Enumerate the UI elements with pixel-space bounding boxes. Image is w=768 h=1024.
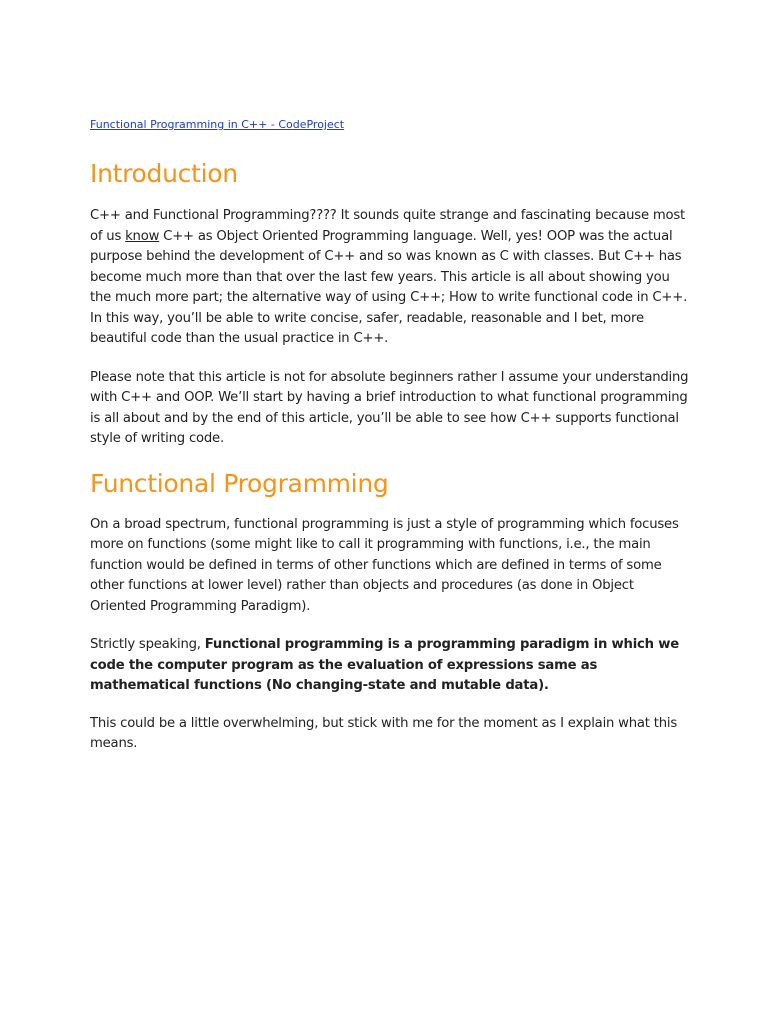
paragraph-intro-2: Please note that this article is not for absolute beginners rather I assume your understanding with C++ and OOP. We’ll start by having a brief introduction to what functional programming is all about and by the end of this article, you’ll be able to see how C++ supports functional style of writing code.	[90, 369, 689, 446]
paragraph-text: C++ and Functional Programming???? It sounds quite strange and fascinating because most of us	[90, 208, 686, 244]
source-link[interactable]: Functional Programming in C++ - CodeProject	[90, 118, 345, 131]
paragraph-text: C++ as Object Oriented Programming language. Well, yes! OOP was the actual purpose behind the development of C++ and so was known as C with classes. But C++ has become much more than that over the last few years. This article is all about showing you the much more part; the alternative way of using C++; How to write functional code in C++. In this way, you’ll be able to write concise, safer, readable, reasonable and I bet, more beautiful code than the usual practice in C++.	[90, 228, 688, 346]
heading-introduction: Introduction	[90, 159, 238, 188]
paragraph-fp-3: This could be a little overwhelming, but stick with me for the moment as I explain what this means.	[90, 715, 678, 751]
underlined-word: know	[125, 228, 160, 244]
definition-bold-text: Functional programming is a programming paradigm in which we code the computer program as the evaluation of expressions same as mathematical functions (No changing-state and mutable data).	[90, 637, 679, 693]
paragraph-text: Strictly speaking,	[90, 637, 205, 652]
paragraph-fp-1: On a broad spectrum, functional programming is just a style of programming which focuses more on functions (some might like to call it programming with functions, i.e., the main function would be defined in terms of other functions which are defined in terms of some other functions at lower level) rather than objects and procedures (as done in Object Oriented Programming Paradigm).	[90, 516, 679, 614]
heading-functional-programming: Functional Programming	[90, 468, 389, 498]
paragraph-fp-definition	[90, 635, 690, 697]
paragraph-intro-1	[90, 206, 690, 350]
document-page	[90, 113, 690, 755]
